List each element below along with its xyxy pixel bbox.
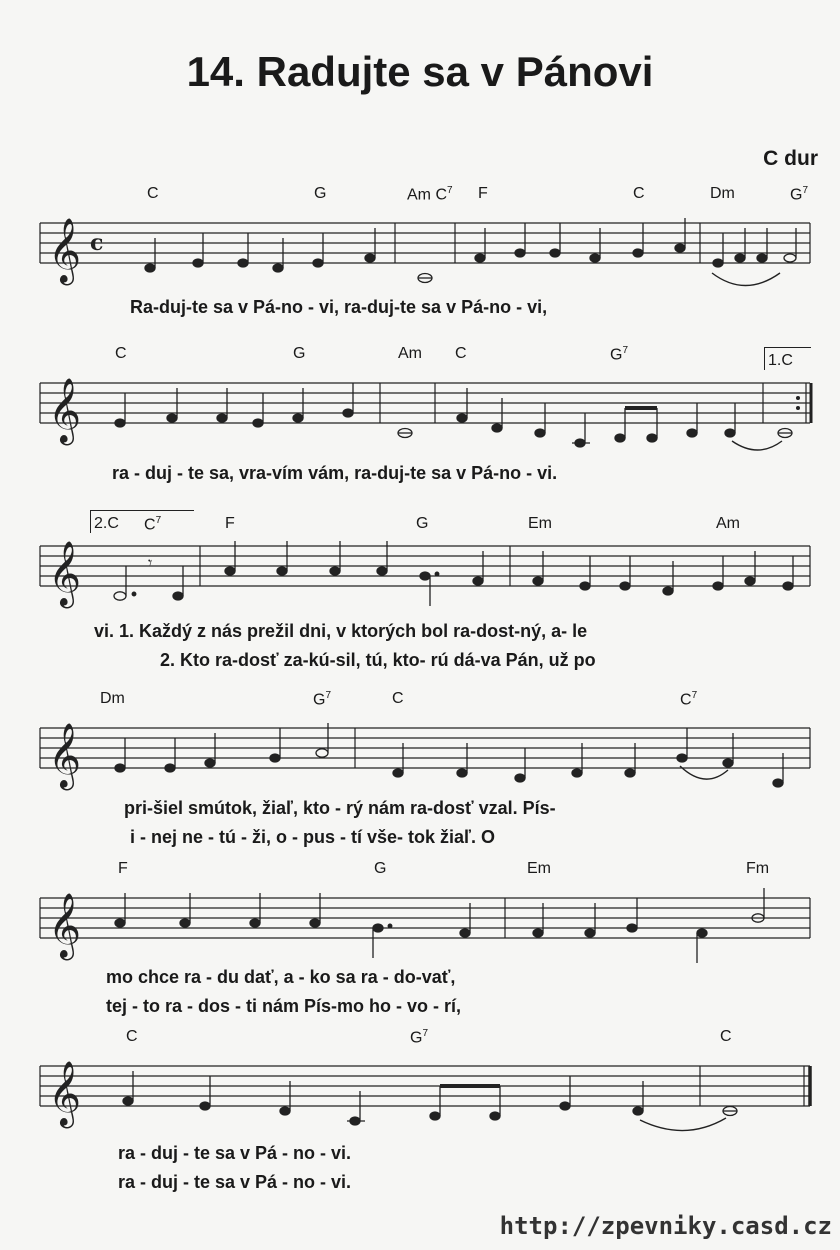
svg-text:𝄞: 𝄞 [48,893,82,958]
volta-1-chord: 1.C [764,347,811,370]
lyrics-line: Ra-duj-te sa v Pá-no - vi, ra-duj-te sa v Pá-no - vi, [130,297,548,317]
chord: Dm [710,185,735,202]
chord-root: C [680,691,692,709]
chord-root: Am [407,186,431,204]
chord: C [115,345,127,362]
chord-ext: 7 [447,185,453,196]
song-title: 14. Radujte sa v Pánovi [186,48,654,95]
chord-root: G [610,346,623,364]
lyrics-line: ra - duj - te sa, vra-vím vám, ra-duj-te sa v Pá-no - vi. [112,463,558,483]
svg-text:𝄞: 𝄞 [48,218,82,283]
lyrics-line-verse-2: 2. Kto ra-dosť za-kú-sil, tú, kto- rú dá-va Pán, už po [160,650,596,670]
chord: Am [398,345,422,362]
music-staff [0,526,840,636]
chord: Em [528,515,552,532]
chord: G [314,185,327,202]
chord [410,1028,428,1047]
chord: C [126,1028,138,1045]
chord: G [374,860,387,877]
chord: F [478,185,488,202]
chord-root: G [313,691,326,709]
system-6 [0,1028,840,1192]
svg-text:c: c [90,230,104,256]
lyrics-line-verse-2: i - nej ne - tú - ži, o - pus - tí vše- tok žiaľ. O [130,827,495,847]
svg-text:𝄞: 𝄞 [48,541,82,606]
chord-ext: 7 [422,1028,429,1039]
chord [313,690,331,709]
chord-ext: 7 [802,185,809,196]
system-5 [0,860,840,1020]
chord: Em [527,860,551,877]
svg-text:𝄞: 𝄞 [48,723,82,788]
system-4 [0,690,840,850]
footer-url: http://zpevniky.casd.cz [499,1212,832,1240]
chord: Am [716,515,740,532]
chord-ext: 7 [691,690,698,701]
chord-root: G [410,1029,423,1047]
system-2 [0,345,840,505]
chord: G [416,515,429,532]
chord: G [293,345,306,362]
chord [790,185,808,204]
chord: Fm [746,860,770,877]
key-signature-label: C dur [763,147,818,170]
lyrics-line-verse-2: tej - to ra - dos - ti nám Pís-mo ho - vo - rí, [106,996,462,1016]
system-1 [0,185,840,345]
lyrics-line-verse-1: ra - duj - te sa v Pá - no - vi. [118,1143,352,1163]
chord: C [633,185,645,202]
svg-text:𝄞: 𝄞 [48,1061,82,1126]
chord: F [118,860,128,877]
volta-2-chord: 2.C [90,510,194,533]
svg-text:𝄾: 𝄾 [148,553,153,572]
lyrics-line-verse-1: vi. 1. Každý z nás prežil dni, v ktorých bol ra-dost-ný, a- le [94,621,588,641]
chord-root: C [144,516,156,534]
music-staff [0,1046,840,1156]
lyrics-line-verse-1: mo chce ra - du dať, a - ko sa ra - do-vať, [106,967,456,987]
chord: C [392,690,404,707]
chord-ext: 7 [325,690,332,701]
chord-root: G [790,186,803,204]
chord-ext: 7 [622,345,629,356]
chord: Dm [100,690,125,707]
chord-root: C [435,186,448,204]
chord [610,345,628,364]
chord-ext: 7 [155,515,162,526]
lyrics-line-verse-1: pri-šiel smútok, žiaľ, kto - rý nám ra-dosť vzal. Pís- [124,798,556,818]
chord: F [225,515,235,532]
chord [680,690,697,709]
svg-text:𝄞: 𝄞 [48,378,82,443]
chord [407,185,453,204]
chord: C [720,1028,732,1045]
chord: C [147,185,159,202]
chord: C [455,345,467,362]
lyrics-line-verse-2: ra - duj - te sa v Pá - no - vi. [118,1172,352,1192]
system-3 [0,508,840,668]
music-staff [0,363,840,473]
